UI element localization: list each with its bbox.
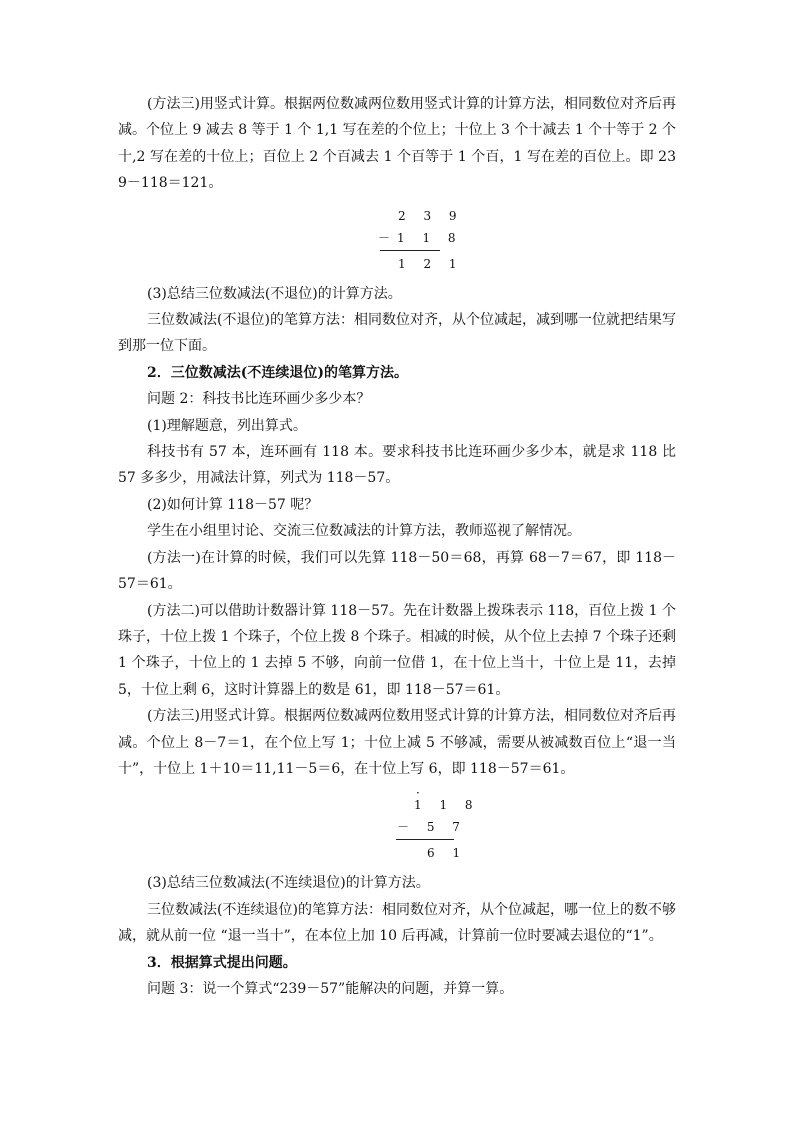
paragraph-problem-statement: 科技书有 57 本，连环画有 118 本。要求科技书比连环画少多少本，就是求 118 比 57 多多少，用减法计算，列式为 118－57。 (118, 444, 681, 487)
paragraph-summary-heading: (3)总结三位数减法(不退位)的计算方法。 (147, 285, 402, 302)
vertical-calculation-239-118 (118, 205, 676, 277)
calc-rule (396, 839, 454, 840)
calc-difference: 6 1 (427, 846, 468, 861)
calc-minuend: 2 3 9 (398, 208, 464, 223)
vertical-calculation-118-57 (118, 786, 676, 866)
calc-difference: 1 2 1 (398, 256, 464, 271)
paragraph-summary2-heading: (3)总结三位数减法(不连续退位)的计算方法。 (147, 875, 430, 892)
paragraph-method-3: (方法三)用竖式计算。根据两位数减两位数用竖式计算的计算方法，相同数位对齐后再减。个位上 8－7＝1，在个位上写 1；十位上减 5 不够减，需要从被减数百位上“退一当十”，十位上 1＋10＝11,11－5＝6，在十位上写 6，即 118－57＝61。 (118, 708, 676, 777)
section-heading-3: 3．根据算式提出问题。 (147, 954, 297, 971)
borrow-dot: · (416, 786, 420, 801)
calc-minuend: 1 1 8 (414, 798, 480, 813)
paragraph-question-2: 问题 2：科技书比连环画少多少本？ (147, 391, 371, 408)
calc-subtrahend: － 5 7 (397, 820, 467, 835)
paragraph-method-1: (方法一)在计算的时候，我们可以先算 118－50＝68，再算 68－7＝67，即 118－57＝61。 (118, 549, 676, 593)
document-page (118, 91, 681, 1002)
paragraph-summary2-text: 三位数减法(不连续退位)的笔算方法：相同数位对齐，从个位减起，哪一位上的数不够减，就从前一位 “退一当十”，在本位上加 10 后再减，计算前一位时要减去退位的“1”。 (118, 901, 676, 945)
paragraph-step-1: (1)理解题意，列出算式。 (147, 417, 307, 434)
paragraph-question-3: 问题 3：说一个算式“239－57”能解决的问题，并算一算。 (147, 980, 514, 997)
paragraph-method-2: (方法二)可以借助计数器计算 118－57。先在计数器上拨珠表示 118，百位上拨 1 个珠子，十位上拨 1 个珠子，个位上拨 8 个珠子。相减的时候，从个位上去掉 7 个珠子还剩 1 个珠子，十位上的 1 去掉 5 不够，向前一位借 1，在十位上当十，十位上是 11，去掉 5，十位上剩 6，这时计算器上的数是 61，即 118－57＝61。 (118, 602, 681, 698)
paragraph-step-2: (2)如何计算 118－57 呢？ (147, 496, 319, 513)
calc-subtrahend: －1 1 8 (378, 230, 463, 245)
section-heading-2: 2．三位数减法(不连续退位)的笔算方法。 (147, 364, 408, 381)
calc-rule (380, 250, 440, 251)
paragraph-group-discussion: 学生在小组里讨论、交流三位数减法的计算方法，教师巡视了解情况。 (147, 523, 581, 540)
paragraph-method3-239: (方法三)用竖式计算。根据两位数减两位数用竖式计算的计算方法，相同数位对齐后再减。个位上 9 减去 8 等于 1 个 1,1 写在差的个位上；十位上 3 个十减去 1 个十等于 2 个十,2 写在差的十位上；百位上 2 个百减去 1 个百等于 1 个百，1 写在差的百位上。即 239－118＝121。 (118, 96, 677, 192)
paragraph-summary-text: 三位数减法(不退位)的笔算方法：相同数位对齐，从个位减起，减到哪一位就把结果写到那一位下面。 (118, 312, 676, 355)
